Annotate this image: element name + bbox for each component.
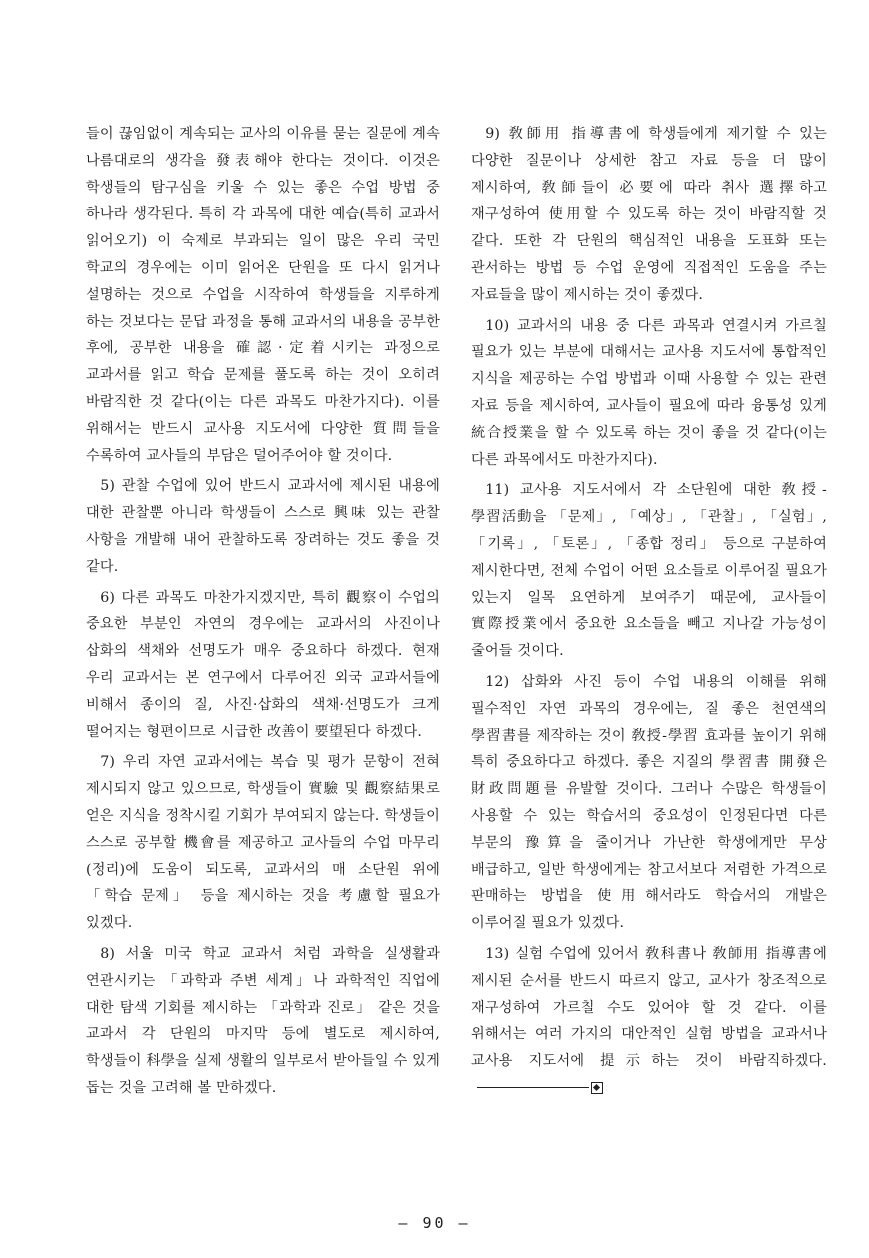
right-column (471, 121, 827, 1106)
paragraph-item-12: 12) 삽화와 사진 등이 수업 내용의 이해를 위해 필수적인 자연 과목의 경우에는, 질 좋은 천연색의 學習書를 제작하는 것이 敎授-學習 효과를 높이기 위해 특히 중요하다고 하겠다. 좋은 지질의 學習書 開發은 財政問題를 유발할 것이다. 그러나 수많은 학생들이 사용할 수 있는 학습서의 중요성이 인정된다면 다른 부문의 豫算을 줄이거나 가난한 학생에게만 무상 배급하고, 일반 학생에게는 참고서보다 저렴한 가격으로 판매하는 방법을 使用해서라도 학습서의 개발은 이루어질 필요가 있겠다. (471, 673, 827, 932)
paragraph-item-11: 11) 교사용 지도서에서 각 소단원에 대한 敎授-學習活動을 「문제」, 「예상」, 「관찰」, 「실험」, 「기록」, 「토론」, 「종합 정리」 등으로 구분하여 제시한다면, 전체 수업이 어떤 요소들로 이루어질 필요가 있는지 일목 요연하게 보여주기 때문에, 교사들이 實際授業에서 중요한 요소들을 빼고 지나갈 가능성이 줄어들 것이다. (471, 482, 827, 660)
paragraph-item-6: 6) 다른 과목도 마찬가지겠지만, 특히 觀察이 수업의 중요한 부분인 자연의 경우에는 교과서의 사진이나 삽화의 색채와 선명도가 매우 중요하다 하겠다. 현재 우리 교과서는 본 연구에서 다루어진 외국 교과서들에 비해서 종이의 질, 사진·삽화의 색채·선명도가 크게 떨어지는 형편이므로 시급한 改善이 要望된다 하겠다. (86, 589, 440, 740)
paragraph-item-5: 5) 관찰 수업에 있어 반드시 교과서에 제시된 내용에 대한 관찰뿐 아니라 학생들이 스스로 興味 있는 관찰 사항을 개발해 내어 관찰하도록 장려하는 것도 좋을 것 같다. (86, 478, 440, 575)
end-rule-line (477, 1087, 589, 1088)
paragraph-continued: 들이 끊임없이 계속되는 교사의 이유를 묻는 질문에 계속 나름대로의 생각을 發表해야 한다는 것이다. 이것은 학생들의 탐구심을 키울 수 있는 좋은 수업 방법 중 하나라 생각된다. 특히 각 과목에 대한 예습(특히 교과서 읽어오기) 이 숙제로 부과되는 일이 많은 우리 국민 학교의 경우에는 이미 읽어온 단원을 또 다시 읽거나 설명하는 것으로 수업을 시작하여 학생들을 지루하게 하는 것보다는 문답 과정을 통해 교과서의 내용을 공부한 후에, 공부한 내용을 確認·定着시키는 과정으로 교과서를 읽고 학습 문제를 풀도록 하는 것이 오히려 바람직한 것 같다(이는 다른 과목도 마찬가지다). 이를 위해서는 반드시 교사용 지도서에 다양한 質問들을 수록하여 교사들의 부담은 덜어주어야 할 것이다. (86, 126, 440, 464)
paragraph-item-13 (471, 941, 827, 1102)
paragraph-item-13-text: 13) 실험 수업에 있어서 敎科書나 敎師用 指導書에 제시된 순서를 반드시 따르지 않고, 교사가 창조적으로 재구성하여 가르칠 수도 있어야 할 것 같다. 이를 위해서는 여러 가지의 대안적인 실험 방법을 교과서나 교사용 지도서에 提示하는 것이 바람직하겠다. (471, 945, 827, 1070)
section-end-mark-icon (591, 1082, 603, 1094)
paragraph-item-9: 9) 敎師用 指導書에 학생들에게 제기할 수 있는 다양한 질문이나 상세한 참고 자료 등을 더 많이 제시하여, 敎師들이 必要에 따라 취사 選擇하고 재구성하여 使用할 수 있도록 하는 것이 바람직할 것 같다. 또한 각 단원의 핵심적인 내용을 도표화 또는 관서하는 방법 등 수업 운영에 직접적인 도움을 주는 자료들을 많이 제시하는 것이 좋겠다. (471, 126, 827, 303)
paragraph-item-7: 7) 우리 자연 교과서에는 복습 및 평가 문항이 전혀 제시되지 않고 있으므로, 학생들이 實驗 및 觀察結果로 얻은 지식을 정착시킬 기회가 부여되지 않는다. 학생들이 스스로 공부할 機會를 제공하고 교사들의 수업 마무리(정리)에 도움이 되도록, 교과서의 매 소단원 위에 「학습 문제」 등을 제시하는 것을 考慮할 필요가 있겠다. (86, 754, 440, 932)
paragraph-item-10: 10) 교과서의 내용 중 다른 과목과 연결시켜 가르칠 필요가 있는 부분에 대해서는 교사용 지도서에 통합적인 지식을 제공하는 수업 방법과 이때 사용할 수 있는 관련 자료 등을 제시하여, 교사들이 필요에 따라 융통성 있게 統合授業을 할 수 있도록 하는 것이 좋을 것 같다(이는 다른 과목에서도 마찬가지다). (471, 317, 827, 468)
paragraph-item-8: 8) 서울 미국 학교 교과서 처럼 과학을 실생활과 연관시키는 「과학과 주변 세계」나 과학적인 직업에 대한 탐색 기회를 제시하는 「과학과 진로」 같은 것을 교과서 각 단원의 마지막 등에 별도로 제시하여, 학생들이 科學을 실제 생활의 일부로서 받아들일 수 있게 돕는 것을 고려해 볼 만하겠다. (86, 945, 440, 1096)
page-number: — 90 — (398, 1214, 471, 1232)
left-column (86, 121, 440, 1106)
